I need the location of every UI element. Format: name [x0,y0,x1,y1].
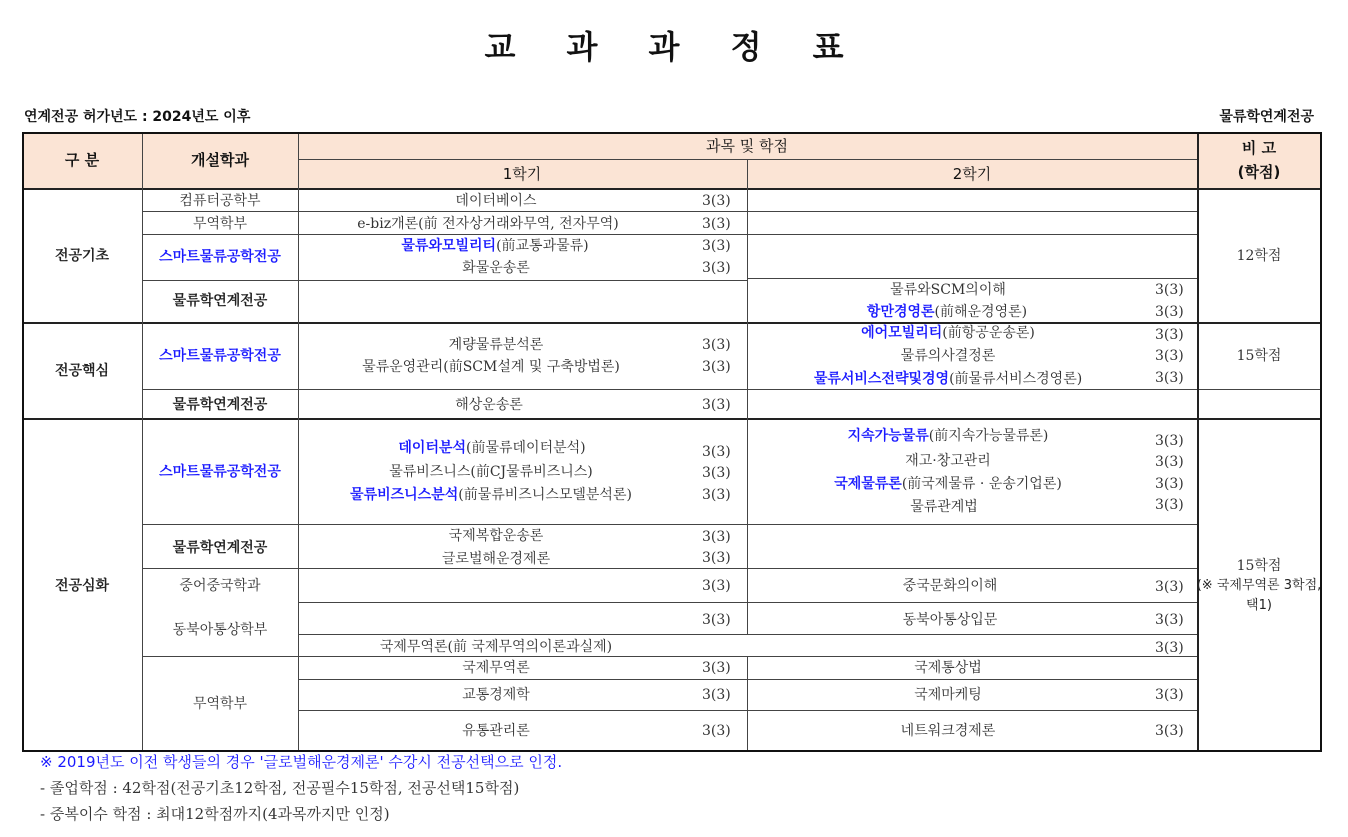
credit: 3(3) [702,397,731,413]
course-data-analysis: 데이터분석(前물류데이터분석) [398,440,586,456]
category-basic: 전공기초 [54,248,110,264]
credit: 3(3) [702,444,731,460]
course-logistics-mobility: 물류와모빌리티(前교통과물류) [401,238,589,254]
course-distribution-management: 유통관리론 [462,723,530,739]
credit: 3(3) [702,193,731,209]
course-network-economics: 네트워크경제론 [900,723,996,739]
permit-year-label: 연계전공 허가년도 : 2024년도 이후 [24,109,251,125]
course-international-trade-law: 국제통상법 [914,660,982,676]
course-ebiz: e-biz개론(前 전자상거래와무역, 전자무역) [357,216,619,232]
dept-smart-logistics: 스마트물류공학전공 [159,348,281,364]
footnote-graduation-credits: - 졸업학점 : 42학점(전공기초12학점, 전공필수15학점, 전공선택15학점) [40,779,520,797]
course-global-shipping-economics: 글로벌해운경제론 [441,551,551,567]
credit: 3(3) [1155,454,1184,470]
credit: 3(3) [702,216,731,232]
credit: 3(3) [1155,327,1184,343]
page-title: 교 과 과 정 표 [484,28,864,66]
course-international-marketing: 국제마케팅 [914,687,982,703]
dept-smart-logistics: 스마트물류공학전공 [159,249,281,265]
program-name-label: 물류학연계전공 [1219,109,1314,125]
credit: 3(3) [1155,433,1184,449]
course-logistics-law: 물류관계법 [910,499,978,515]
credit: 3(3) [1155,640,1184,656]
header-note-unit: (학점) [1237,163,1281,181]
header-sem2: 2학기 [952,165,992,183]
credit: 3(3) [702,260,731,276]
dept-trade: 무역학부 [192,696,248,712]
note-advanced-detail: (※ 국제무역론 3학점, [1196,578,1322,593]
header-courses: 과목 및 학점 [706,137,788,155]
course-business-analysis: 물류비즈니스분석(前물류비즈니스모델분석론) [350,487,632,503]
course-air-mobility: 에어모빌리티(前항공운송론) [861,325,1035,341]
credit: 3(3) [702,612,731,628]
note-core-credits: 15학점 [1236,348,1282,364]
credit: 3(3) [702,578,731,594]
credit: 3(3) [1155,612,1184,628]
header-dept: 개설학과 [191,151,249,169]
course-maritime-transport: 해상운송론 [455,397,523,413]
credit: 3(3) [702,529,731,545]
credit: 3(3) [1155,579,1184,595]
credit: 3(3) [702,238,731,254]
dept-logistics-linked: 물류학연계전공 [172,293,268,309]
credit: 3(3) [702,465,731,481]
course-inventory-management: 재고·창고관리 [905,453,991,469]
credit: 3(3) [1155,476,1184,492]
header-sem1: 1학기 [502,165,542,183]
category-core: 전공핵심 [54,363,110,379]
course-international-trade-theory: 국제무역론(前 국제무역의이론과실제) [379,639,613,655]
course-international-trade: 국제무역론 [462,660,530,676]
dept-logistics-linked: 물류학연계전공 [172,540,268,556]
header-note: 비 고 [1241,139,1277,157]
category-advanced: 전공심화 [54,578,110,594]
dept-smart-logistics: 스마트물류공학전공 [159,464,281,480]
credit: 3(3) [1155,304,1184,320]
credit: 3(3) [1155,723,1184,739]
course-chinese-culture: 중국문화의이해 [902,578,998,594]
credit: 3(3) [1155,348,1184,364]
credit: 3(3) [1155,687,1184,703]
credit: 3(3) [702,550,731,566]
credit: 3(3) [1155,370,1184,386]
course-database: 데이터베이스 [455,193,537,209]
footnote-double-major-credits: - 중복이수 학점 : 최대12학점까지(4과목까지만 인정) [40,805,390,823]
course-service-strategy: 물류서비스전략및경영(前물류서비스경영론) [813,371,1083,387]
course-international-logistics: 국제물류론(前국제물류 · 운송기업론) [834,476,1062,492]
credit: 3(3) [702,337,731,353]
credit: 3(3) [702,359,731,375]
dept-trade: 무역학부 [192,216,248,232]
dept-northeast-asia: 동북아통상학부 [172,622,268,638]
note-basic-credits: 12학점 [1236,248,1282,264]
footnote-global-shipping: ※ 2019년도 이전 학생들의 경우 '글로벌해운경제론' 수강시 전공선택으로 인정. [40,753,563,771]
note-advanced-credits: 15학점 [1236,558,1282,574]
course-sustainable-logistics: 지속가능물류(前지속가능물류론) [847,428,1049,444]
course-port-management: 항만경영론(前해운경영론) [866,304,1028,320]
course-scm-intro: 물류와SCM의이해 [890,282,1006,298]
credit: 3(3) [702,687,731,703]
dept-cs: 컴퓨터공학부 [179,193,261,209]
credit: 3(3) [702,660,731,676]
course-northeast-trade-intro: 동북아통상입문 [902,612,998,628]
credit: 3(3) [1155,497,1184,513]
course-cargo-transport: 화물운송론 [462,260,530,276]
course-quant-analysis: 계량물류분석론 [448,337,544,353]
course-multimodal-transport: 국제복합운송론 [448,528,544,544]
course-logistics-business: 물류비즈니스(前CJ물류비즈니스) [389,464,593,480]
credit: 3(3) [702,487,731,503]
course-logistics-operations: 물류운영관리(前SCM설계 및 구축방법론) [362,359,620,375]
course-decision-making: 물류의사결정론 [900,348,996,364]
dept-logistics-linked: 물류학연계전공 [172,397,268,413]
header-division: 구 분 [64,151,100,169]
course-transport-economics: 교통경제학 [462,687,530,703]
dept-chinese: 중어중국학과 [179,578,261,594]
credit: 3(3) [1155,282,1184,298]
credit: 3(3) [702,723,731,739]
note-advanced-choice: 택1) [1246,598,1272,613]
